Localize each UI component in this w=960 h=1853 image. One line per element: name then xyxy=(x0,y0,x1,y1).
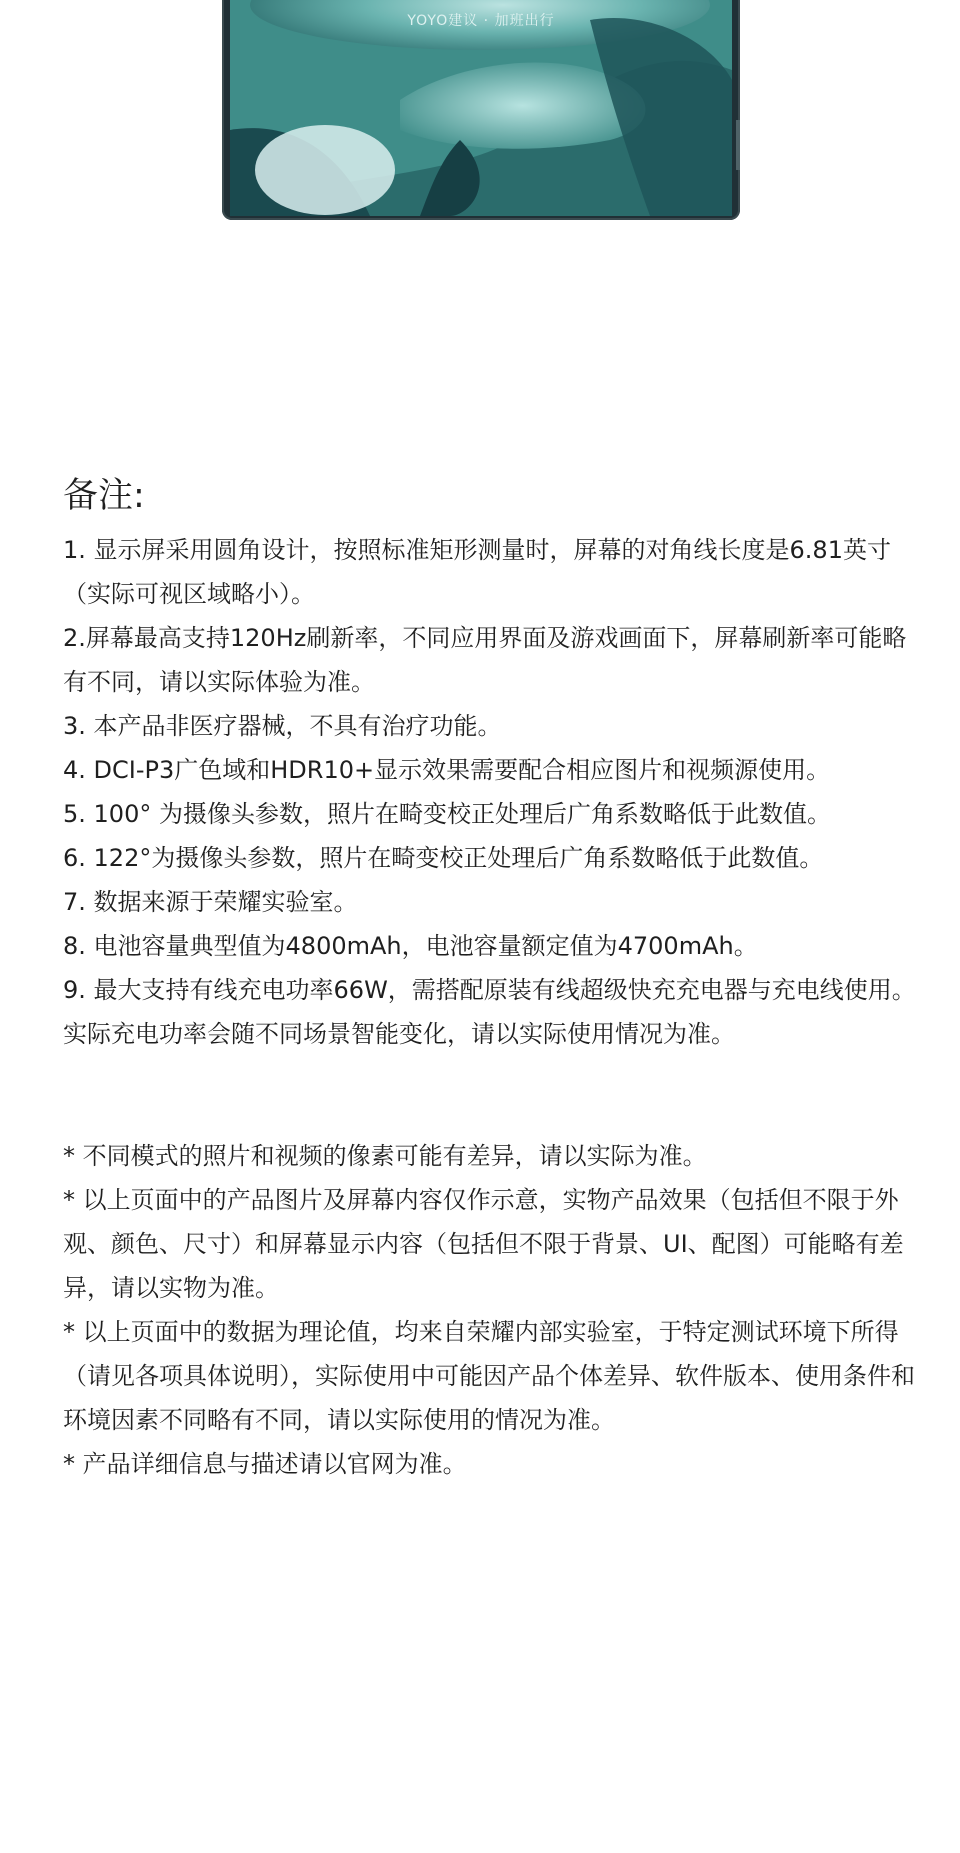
note-item-6: 6. 122°为摄像头参数，照片在畸变校正处理后广角系数略低于此数值。 xyxy=(63,844,824,872)
note-item-9: 9. 最大支持有线充电功率66W，需搭配原装有线超级快充充电器与充电线使用。实际充电功率会随不同场景智能变化，请以实际使用情况为准。 xyxy=(63,976,916,1048)
note-item-4: 4. DCI-P3广色域和HDR10+显示效果需要配合相应图片和视频源使用。 xyxy=(63,756,831,784)
note-item-1: 1. 显示屏采用圆角设计，按照标准矩形测量时，屏幕的对角线长度是6.81英寸（实际可视区域略小）。 xyxy=(63,536,891,608)
note-item-2: 2.屏幕最高支持120Hz刷新率，不同应用界面及游戏画面下，屏幕刷新率可能略有不同，请以实际体验为准。 xyxy=(63,624,907,696)
notes-title: 备注: xyxy=(63,476,145,516)
notes-section xyxy=(63,470,923,1056)
disclaimer-item-4: * 产品详细信息与描述请以官网为准。 xyxy=(63,1450,467,1478)
disclaimer-section xyxy=(63,1134,923,1486)
disclaimer-item-1: * 不同模式的照片和视频的像素可能有差异，请以实际为准。 xyxy=(63,1142,707,1170)
phone-render-image xyxy=(222,0,740,220)
disclaimer-item-3: * 以上页面中的数据为理论值，均来自荣耀内部实验室，于特定测试环境下所得（请见各项具体说明），实际使用中可能因产品个体差异、软件版本、使用条件和环境因素不同略有不同，请以实际使用的情况为准。 xyxy=(63,1318,915,1434)
yoyo-suggestion-text: YOYO建议 · 加班出行 xyxy=(407,13,555,29)
note-item-8: 8. 电池容量典型值为4800mAh，电池容量额定值为4700mAh。 xyxy=(63,932,758,960)
phone-screen xyxy=(230,0,732,216)
disclaimer-item-2: * 以上页面中的产品图片及屏幕内容仅作示意，实物产品效果（包括但不限于外观、颜色、尺寸）和屏幕显示内容（包括但不限于背景、UI、配图）可能略有差异，请以实物为准。 xyxy=(63,1186,904,1302)
note-item-7: 7. 数据来源于荣耀实验室。 xyxy=(63,888,358,916)
notes-list xyxy=(63,528,923,1056)
wallpaper-graphic xyxy=(230,0,732,216)
note-item-3: 3. 本产品非医疗器械，不具有治疗功能。 xyxy=(63,712,502,740)
note-item-5: 5. 100° 为摄像头参数，照片在畸变校正处理后广角系数略低于此数值。 xyxy=(63,800,831,828)
phone-side-button xyxy=(736,120,740,170)
